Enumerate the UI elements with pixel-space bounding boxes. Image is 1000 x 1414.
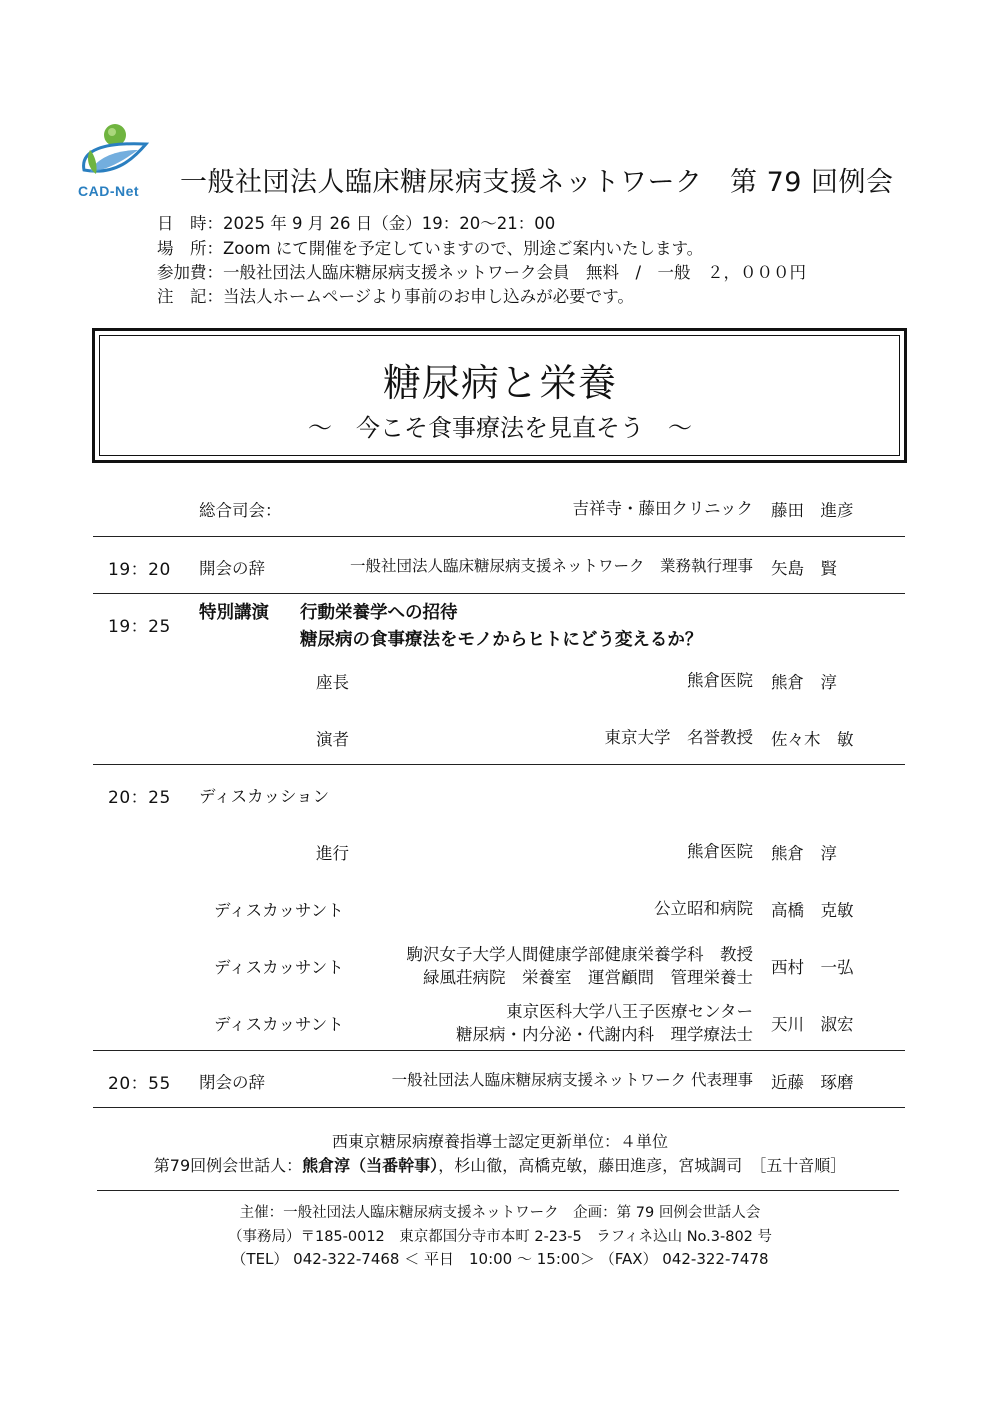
info-value: 当法人ホームページより事前のお申し込みが必要です。 — [223, 287, 634, 306]
info-label: 場 所： — [157, 239, 223, 258]
info-date — [157, 210, 555, 234]
opening-time: 19：20 — [108, 560, 171, 580]
opening-org: 一般社団法人臨床糖尿病支援ネットワーク 業務執行理事 — [349, 557, 753, 575]
info-venue — [157, 235, 703, 259]
panelist-org: 糖尿病・内分泌・代謝内科 理学療法士 — [456, 1025, 753, 1044]
panelist-role: ディスカッサント — [214, 958, 344, 977]
logo-text: CAD-Net — [78, 183, 140, 199]
facilitator-name: 熊倉 淳 — [771, 844, 837, 863]
closing-org: 一般社団法人臨床糖尿病支援ネットワーク 代表理事 — [391, 1071, 753, 1089]
speaker-org: 東京大学 名誉教授 — [604, 728, 753, 747]
panelist-org: 緑風荘病院 栄養室 運営顧問 管理栄養士 — [423, 968, 753, 987]
divider — [93, 1107, 905, 1108]
discussion-label: ディスカッション — [199, 787, 330, 806]
info-value: 一般社団法人臨床糖尿病支援ネットワーク会員 無料 / 一般 ２，０００円 — [223, 263, 807, 282]
chair-role: 座長 — [316, 673, 349, 692]
lecture-label: 特別講演 — [199, 603, 269, 623]
moderator-name: 藤田 進彦 — [771, 501, 854, 520]
info-label: 注 記： — [157, 287, 223, 306]
main-title: 糖尿病と栄養 — [382, 361, 617, 405]
panelist-name: 西村 一弘 — [771, 958, 854, 977]
info-label: 日 時： — [157, 214, 223, 233]
divider — [93, 764, 905, 765]
footer-contact: （TEL） 042-322-7468 ＜ 平日 10:00 ～ 15:00＞ （FAX） 042-322-7478 — [231, 1250, 769, 1268]
organizers-lead: 熊倉淳（当番幹事） — [302, 1156, 439, 1175]
opening-label: 開会の辞 — [199, 559, 265, 578]
closing-label: 閉会の辞 — [199, 1073, 265, 1092]
sub-title: ～ 今こそ食事療法を見直そう ～ — [308, 414, 692, 442]
info-value: Zoom にて開催を予定していますので、別途ご案内いたします。 — [223, 239, 704, 258]
panelist-role: ディスカッサント — [214, 1015, 344, 1034]
event-header-title: 一般社団法人臨床糖尿病支援ネットワーク 第 79 回例会 — [180, 167, 894, 198]
moderator-org: 吉祥寺・藤田クリニック — [572, 499, 753, 518]
opening-name: 矢島 賢 — [771, 559, 837, 578]
organizers-prefix: 第79回例会世話人： — [153, 1156, 303, 1175]
closing-time: 20：55 — [108, 1074, 171, 1094]
panelist-role: ディスカッサント — [214, 901, 344, 920]
chair-name: 熊倉 淳 — [771, 673, 837, 692]
panelist-name: 天川 淑宏 — [771, 1015, 854, 1034]
organizers-note — [0, 1153, 1000, 1176]
organizers-rest: ，杉山徹，高橋克敏，藤田進彦，宮城調司 ［五十音順］ — [438, 1156, 847, 1175]
credit-note: 西東京糖尿病療養指導士認定更新単位：４単位 — [331, 1132, 668, 1151]
panelist-org: 東京医科大学八王子医療センター — [506, 1002, 753, 1021]
divider — [93, 593, 905, 594]
footer-divider — [97, 1190, 899, 1191]
moderator-label: 総合司会： — [199, 501, 282, 520]
divider — [93, 1050, 905, 1051]
footer-address: （事務局）〒185-0012 東京都国分寺市本町 2-23-5 ラフィネ込山 No.3-802 号 — [227, 1229, 773, 1245]
lecture-title-2: 糖尿病の食事療法をモノからヒトにどう変えるか？ — [300, 630, 703, 650]
chair-org: 熊倉医院 — [687, 671, 753, 690]
speaker-name: 佐々木 敏 — [771, 730, 854, 749]
info-label: 参加費： — [157, 263, 223, 282]
lecture-time: 19：25 — [108, 617, 171, 637]
facilitator-org: 熊倉医院 — [687, 842, 753, 861]
panelist-name: 高橋 克敏 — [771, 901, 854, 920]
divider — [93, 536, 905, 537]
panelist-org: 駒沢女子大学人間健康学部健康栄養学科 教授 — [406, 945, 753, 964]
closing-name: 近藤 琢磨 — [771, 1073, 854, 1092]
discussion-time: 20：25 — [108, 788, 171, 808]
facilitator-role: 進行 — [316, 844, 349, 863]
info-fee — [157, 259, 806, 283]
info-value: 2025 年 9 月 26 日（金）19：20～21：00 — [223, 214, 556, 233]
panelist-org: 公立昭和病院 — [654, 899, 753, 918]
lecture-title-1: 行動栄養学への招待 — [300, 603, 458, 623]
info-note — [157, 283, 634, 307]
footer-sponsor: 主催：一般社団法人臨床糖尿病支援ネットワーク 企画：第 79 回例会世話人会 — [239, 1205, 761, 1221]
speaker-role: 演者 — [316, 730, 349, 749]
